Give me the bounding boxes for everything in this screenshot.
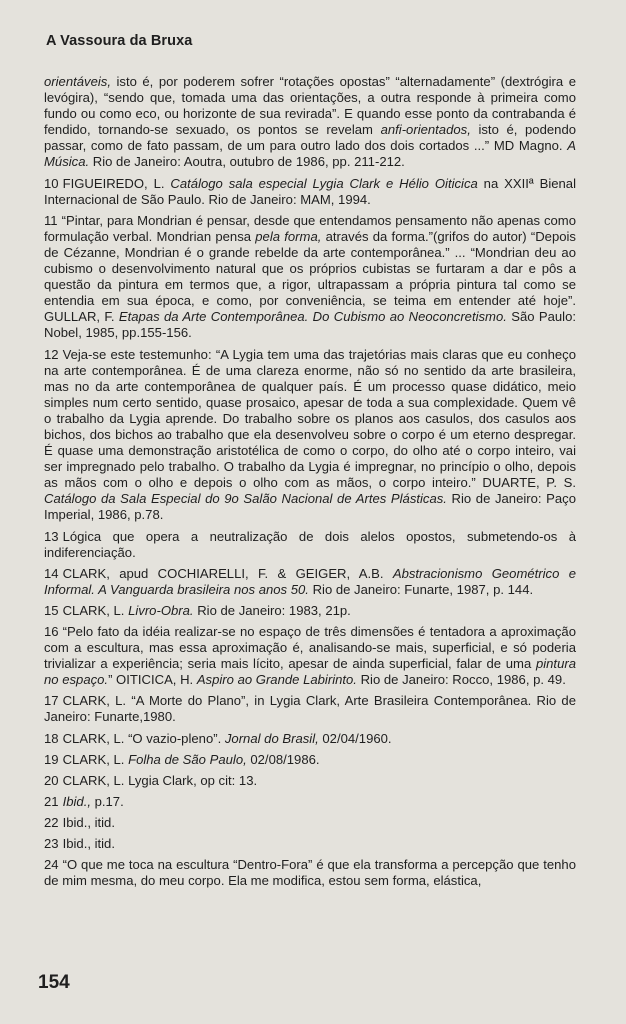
- endnote: [44, 815, 576, 831]
- endnote: [44, 529, 576, 561]
- endnote-italic-text: Jornal do Brasil,: [224, 730, 319, 746]
- endnote-text: na XXIIª Bienal Internacional de São Paulo. Rio de Janeiro: MAM, 1994.: [44, 175, 577, 207]
- endnote-text: CLARK, apud COCHIARELLI, F. & GEIGER, A.B.: [62, 565, 393, 581]
- endnote-number: 21: [44, 793, 59, 809]
- endnote-number: 20: [44, 772, 59, 788]
- endnote: [44, 836, 576, 852]
- endnote: [44, 566, 576, 598]
- endnote-text: Rio de Janeiro: Funarte, 1987, p. 144.: [308, 581, 534, 597]
- endnote-text: 02/08/1986.: [246, 751, 320, 767]
- endnote-text: Rio de Janeiro: Rocco, 1986, p. 49.: [356, 672, 566, 688]
- endnote-number: 17: [44, 693, 59, 709]
- endnote-text: isto é, podendo passar, como de fato passam, de um para outro lado dos dois cortados ...” MD Magno.: [44, 122, 577, 154]
- endnote-italic-text: Catálogo da Sala Especial do 9o Salão Nacional de Artes Plásticas.: [44, 491, 447, 507]
- endnote-number: 14: [44, 565, 59, 581]
- endnote-number: 24: [44, 857, 59, 873]
- endnote-italic-text: pela forma,: [255, 228, 322, 244]
- endnote: [44, 213, 576, 342]
- endnote-number: 12: [44, 346, 59, 362]
- endnote: [44, 74, 576, 171]
- endnote: [44, 857, 576, 889]
- endnote-italic-text: Ibid.,: [62, 793, 91, 809]
- endnote: [44, 773, 576, 789]
- endnotes-list: [44, 74, 576, 894]
- endnote: [44, 624, 576, 688]
- endnote-text: através da forma.”(grifos do autor) “Depois de Cézanne, Mondrian é o grande rebelde da arte contemporânea.” ... “Mondrian deu ao cubismo o desenvolvimento natural que os próprios cubistas se furtaram a dar e pôs a questão da pintura em termos que, a rigor, ultrapassam a própria pintura tal como se entendia em sua época, e como, por conveniência, se teima em entender até hoje”. GULLAR, F.: [44, 228, 576, 325]
- endnote-text: São Paulo: Nobel, 1985, pp.155-156.: [44, 309, 576, 341]
- endnote: [44, 603, 576, 619]
- endnote: [44, 347, 576, 524]
- endnote-text: CLARK, L.: [62, 602, 129, 618]
- endnote-number: 10: [44, 175, 59, 191]
- endnote: [44, 731, 576, 747]
- endnote: [44, 794, 576, 810]
- endnote-number: 19: [44, 751, 59, 767]
- endnote-text: CLARK, L. Lygia Clark, op cit: 13.: [62, 772, 258, 788]
- endnote-text: “O que me toca na escultura “Dentro-Fora” é que ela transforma a percepção que tenho de mim mesma, do meu corpo. Ela me modifica, estou sem forma, elástica,: [44, 857, 576, 889]
- endnote-italic-text: Etapas da Arte Contemporânea. Do Cubismo ao Neoconcretismo.: [118, 309, 507, 325]
- endnote: [44, 752, 576, 768]
- endnote-text: isto é, por poderem sofrer “rotações opostas” “alternadamente” (dextrógira e levógira), “sendo que, tomada uma das orientações, a outra responde à primeira como fundo ou como eco, ou horizonte de sua revirada”. E quando esse ponto da contrabanda é fendido, tornando-se sexuado, os pontos se revelam: [44, 74, 576, 138]
- endnote: [44, 176, 576, 208]
- endnote-italic-text: A Música.: [44, 138, 576, 170]
- endnote-number: 23: [44, 836, 59, 852]
- endnote-text: FIGUEIREDO, L.: [62, 175, 171, 191]
- endnote-text: Ibid., itid.: [62, 836, 115, 852]
- endnote-text: 02/04/1960.: [318, 730, 392, 746]
- endnote-italic-text: Catálogo sala especial Lygia Clark e Hélio Oiticica: [170, 175, 478, 191]
- endnote-text: CLARK, L. “O vazio-pleno”.: [62, 730, 225, 746]
- endnote-number: 18: [44, 730, 59, 746]
- endnote-text: Lógica que opera a neutralização de dois alelos opostos, submetendo-os à indiferenciação.: [44, 528, 576, 560]
- endnote-italic-text: orientáveis,: [44, 74, 111, 89]
- endnote-number: 11: [44, 212, 58, 228]
- endnote-text: CLARK, L.: [62, 751, 129, 767]
- endnote-number: 15: [44, 602, 59, 618]
- endnote-text: “Pelo fato da idéia realizar-se no espaço de três dimensões é tentadora a aproximação com a escultura, mas essa aproximação é, analisando-se mais, superficial, e só poderia trivializar a experiência; seria mais lícito, apesar de ainda superficial, falar de uma: [44, 624, 576, 672]
- endnote-text: Veja-se este testemunho: “A Lygia tem uma das trajetórias mais claras que eu conheço na arte contemporânea. É de uma clareza enorme, não só no sentido da arte brasileira, mas no da arte contemporânea de qualquer país. É um processo quase didático, meio simples num certo sentido, quase prosaico, apesar de toda a sua complexidade. Quem vê o trabalho da Lygia aprende. Do trabalho sobre os planos aos casulos, dos casulos aos bichos, dos bichos ao trabalho que ela desenvolveu sobre o corpo é um eterno despregar. É quase uma demonstração aristotélica de como o corpo, do olho até o corpo inteiro, vai ser impregnado pelo trabalho. O trabalho da Lygia é impregnar, no princípio o olho, depois as mãos com o olho e depois o olho com as mãos, o corpo inteiro.” DUARTE, P. S.: [44, 346, 576, 491]
- endnote-text: “Pintar, para Mondrian é pensar, desde que entendamos pensamento não apenas como formulação verbal. Mondrian pensa: [44, 212, 576, 244]
- endnote-text: Rio de Janeiro: 1983, 21p.: [193, 602, 351, 618]
- page-number: 154: [38, 972, 70, 993]
- endnote-number: 16: [44, 624, 59, 639]
- endnote-italic-text: Folha de São Paulo,: [128, 751, 247, 767]
- endnote-number: 13: [44, 528, 59, 544]
- endnote-text: p.17.: [90, 793, 124, 809]
- endnote-italic-text: Abstracionismo Geométrico e Informal. A Vanguarda brasileira nos anos 50.: [44, 565, 576, 597]
- endnote-number: 22: [44, 814, 59, 830]
- endnote-italic-text: anfi-orientados,: [380, 122, 471, 138]
- endnote-italic-text: Aspiro ao Grande Labirinto.: [196, 672, 357, 688]
- running-title: A Vassoura da Bruxa: [46, 33, 193, 49]
- endnote-text: ” OITICICA, H.: [108, 672, 197, 688]
- endnote-text: Rio de Janeiro: Aoutra, outubro de 1986, pp. 211-212.: [89, 154, 405, 170]
- endnote-italic-text: Livro-Obra.: [128, 602, 194, 618]
- endnote-text: CLARK, L. “A Morte do Plano”, in Lygia Clark, Arte Brasileira Contemporânea. Rio de Janeiro: Funarte,1980.: [44, 693, 576, 725]
- endnote-text: Ibid., itid.: [62, 814, 115, 830]
- endnote-text: Rio de Janeiro: Paço Imperial, 1986, p.78.: [44, 491, 576, 523]
- endnote-italic-text: pintura no espaço.: [44, 656, 576, 688]
- endnote: [44, 693, 576, 725]
